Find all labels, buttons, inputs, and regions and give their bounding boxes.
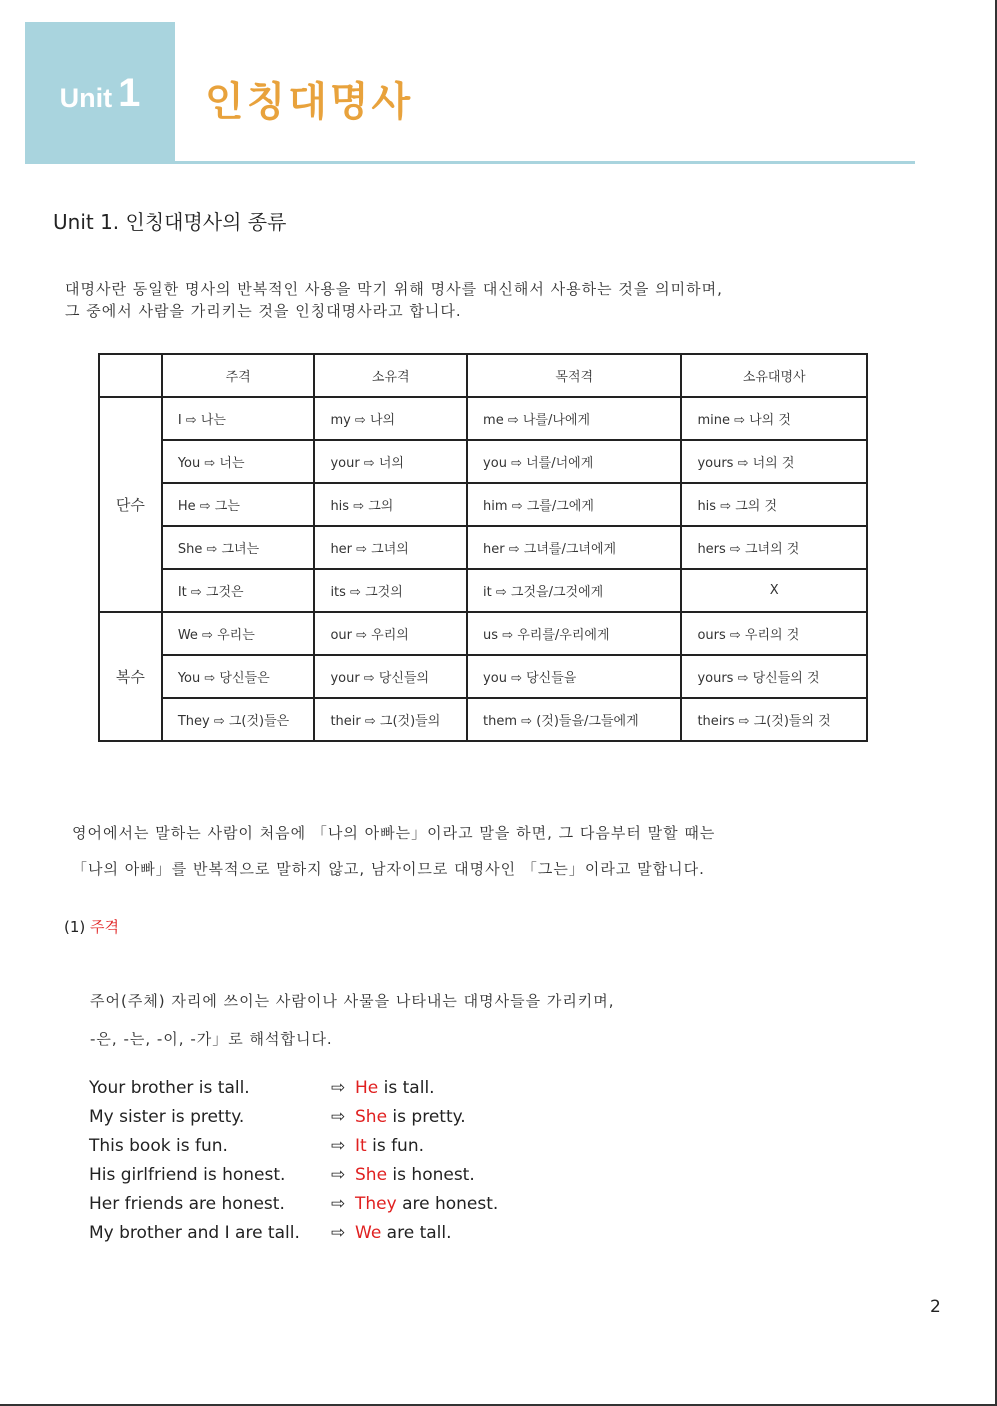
table-cell: you ⇨ 당신들을 [467,655,681,698]
intro-line-2: 그 중에서 사람을 가리키는 것을 인칭대명사라고 합니다. [65,302,462,320]
table-cell: it ⇨ 그것을/그것에게 [467,569,681,612]
column-header: 소유대명사 [681,354,867,397]
table-cell: his ⇨ 그의 것 [681,483,867,526]
subsection-title: 주격 [90,918,120,936]
list-item [89,1219,498,1248]
arrow-icon: ⇨ [331,1078,346,1098]
table-cell: yours ⇨ 당신들의 것 [681,655,867,698]
list-item [89,1190,498,1219]
intro-paragraph [65,278,723,322]
table-cell: him ⇨ 그를/그에게 [467,483,681,526]
table-cell: your ⇨ 너의 [314,440,467,483]
table-cell: hers ⇨ 그녀의 것 [681,526,867,569]
example-rest: is tall. [378,1078,435,1098]
group-label-singular: 단수 [99,397,162,612]
page-title: 인칭대명사 [205,79,414,125]
table-cell: mine ⇨ 나의 것 [681,397,867,440]
unit-badge [25,22,175,164]
example-source: My sister is pretty. [89,1107,245,1127]
description-line-2: -은, -는, -이, -가」로 해석합니다. [90,1030,333,1048]
example-source: Her friends are honest. [89,1194,285,1214]
example-source: Your brother is tall. [89,1078,250,1098]
section-heading: Unit 1. 인칭대명사의 종류 [53,210,287,234]
table-row [99,440,867,483]
subsection-heading [64,916,119,937]
explanation-line-1: 영어에서는 말하는 사람이 처음에 「나의 아빠는」이라고 말을 하면, 그 다음부터 말할 때는 [72,824,716,842]
arrow-icon: ⇨ [331,1107,346,1127]
example-pronoun: It [355,1136,367,1156]
arrow-icon: ⇨ [331,1194,346,1214]
table-cell: his ⇨ 그의 [314,483,467,526]
example-rest: is pretty. [387,1107,466,1127]
table-cell: theirs ⇨ 그(것)들의 것 [681,698,867,741]
example-pronoun: He [355,1078,379,1098]
table-cell: You ⇨ 너는 [162,440,315,483]
table-row [99,569,867,612]
example-rest: are honest. [396,1194,499,1214]
table-cell: It ⇨ 그것은 [162,569,315,612]
example-pronoun: They [355,1194,397,1214]
explanation-paragraph [72,815,715,887]
table-row [99,397,867,440]
table-cell: We ⇨ 우리는 [162,612,315,655]
table-cell: ours ⇨ 우리의 것 [681,612,867,655]
list-item [89,1074,498,1103]
column-header: 주격 [162,354,315,397]
table-row [99,655,867,698]
example-rest: are tall. [381,1223,452,1243]
table-cell: them ⇨ (것)들을/그들에게 [467,698,681,741]
explanation-line-2: 「나의 아빠」를 반복적으로 말하지 않고, 남자이므로 대명사인 「그는」이라고 말합니다. [72,860,705,878]
table-row [99,698,867,741]
page-number: 2 [930,1297,941,1317]
table-cell: you ⇨ 너를/너에게 [467,440,681,483]
example-source: This book is fun. [89,1136,228,1156]
table-cell: I ⇨ 나는 [162,397,315,440]
table-cell: your ⇨ 당신들의 [314,655,467,698]
example-rest: is honest. [387,1165,475,1185]
example-list [89,1074,498,1248]
table-cell: our ⇨ 우리의 [314,612,467,655]
table-row [99,483,867,526]
column-header: 소유격 [314,354,467,397]
list-item [89,1103,498,1132]
table-corner-cell [99,354,162,397]
table-row [99,612,867,655]
table-header-row [99,354,867,397]
table-cell: She ⇨ 그녀는 [162,526,315,569]
table-cell: her ⇨ 그녀를/그녀에게 [467,526,681,569]
table-cell: You ⇨ 당신들은 [162,655,315,698]
column-header: 목적격 [467,354,681,397]
table-cell: me ⇨ 나를/나에게 [467,397,681,440]
title-divider [175,161,915,164]
table-cell: my ⇨ 나의 [314,397,467,440]
arrow-icon: ⇨ [331,1223,346,1243]
table-cell: her ⇨ 그녀의 [314,526,467,569]
example-source: My brother and I are tall. [89,1223,300,1243]
example-source: His girlfriend is honest. [89,1165,286,1185]
list-item [89,1161,498,1190]
unit-number: 1 [118,70,141,115]
table-cell: their ⇨ 그(것)들의 [314,698,467,741]
table-cell: He ⇨ 그는 [162,483,315,526]
table-cell: They ⇨ 그(것)들은 [162,698,315,741]
arrow-icon: ⇨ [331,1136,346,1156]
table-cell: X [681,569,867,612]
list-item [89,1132,498,1161]
group-label-plural: 복수 [99,612,162,741]
subsection-description [90,982,615,1058]
example-pronoun: She [355,1165,388,1185]
subsection-number: (1) [64,918,86,936]
table-row [99,526,867,569]
example-pronoun: She [355,1107,388,1127]
intro-line-1: 대명사란 동일한 명사의 반복적인 사용을 막기 위해 명사를 대신해서 사용하는 것을 의미하며, [65,280,723,298]
pronoun-table [98,353,868,742]
arrow-icon: ⇨ [331,1165,346,1185]
table-cell: its ⇨ 그것의 [314,569,467,612]
description-line-1: 주어(주체) 자리에 쓰이는 사람이나 사물을 나타내는 대명사들을 가리키며, [90,992,615,1010]
example-rest: is fun. [366,1136,425,1156]
example-pronoun: We [355,1223,382,1243]
unit-word: Unit [59,82,113,113]
table-cell: yours ⇨ 너의 것 [681,440,867,483]
table-cell: us ⇨ 우리를/우리에게 [467,612,681,655]
